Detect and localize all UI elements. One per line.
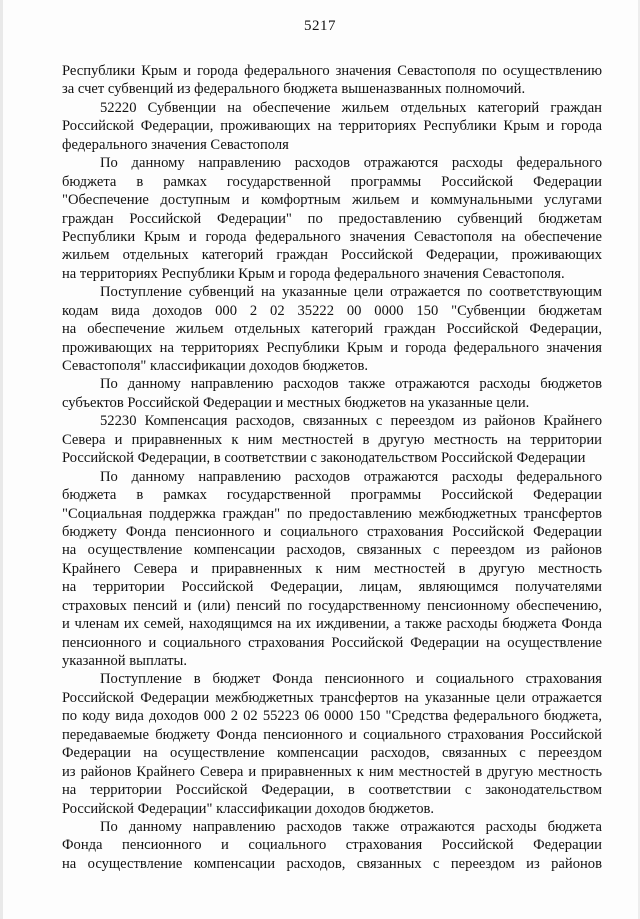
text-line: пенсионного и социального страхования Российской Федерации на осуществление [62, 634, 602, 651]
text-line: на территории Российской Федерации, лицам, являющимся получателями [62, 579, 602, 596]
text-line: 52220 Субвенции на обеспечение жильем отдельных категорий граждан [100, 99, 602, 116]
text-line: на обеспечение жильем отдельных категорий граждан Российской Федерации, [62, 321, 602, 338]
text-line: Республики Крым и города федерального значения Севастополя по осуществлению [62, 63, 602, 79]
text-line: федерального значения Севастополя [62, 136, 289, 153]
text-line: кодам вида доходов 000 2 02 35222 00 0000 150 "Субвенции бюджетам [62, 302, 602, 319]
page-number: 5217 [304, 18, 336, 34]
text-line: 52230 Компенсация расходов, связанных с переездом из районов Крайнего [100, 413, 602, 430]
text-line: Севера и приравненных к ним местностей в другую местность на территории [62, 431, 602, 448]
text-line: на осуществление компенсации расходов, связанных с переездом из районов [62, 855, 602, 872]
text-line: Фонда пенсионного и социального страхования Российской Федерации [62, 837, 602, 854]
text-line: страховых пенсий и (или) пенсий по государственному пенсионному обеспечению, [62, 597, 602, 614]
text-line: за счет субвенций из федерального бюджета вышеназванных полномочий. [62, 81, 526, 98]
text-line: По данному направлению расходов отражаются расходы федерального [100, 155, 602, 172]
text-line: на осуществление компенсации расходов, связанных с переездом из районов [62, 542, 602, 559]
text-line: Севастополя" классификации доходов бюджетов. [62, 358, 368, 374]
text-line: жильем отдельных категорий граждан Российской Федерации, проживающих [62, 247, 602, 264]
text-line: проживающих на территориях Республики Крым и города федерального значения [62, 339, 602, 356]
text-line: Российской Федерации" классификации доходов бюджетов. [62, 800, 435, 817]
text-line: Российской Федерации, проживающих на территориях Республики Крым и города [62, 118, 602, 135]
text-line: По данному направлению расходов также отражаются расходы бюджетов [100, 376, 602, 393]
text-line: и членам их семей, находящимся на их иждивении, а также расходы бюджета Фонда [62, 616, 602, 633]
text-line: Поступление в бюджет Фонда пенсионного и социального страхования [100, 671, 602, 688]
text-line: Российской Федерации, в соответствии с законодательством Российской Федерации [62, 450, 586, 467]
scan-edge-left [0, 0, 3, 919]
text-line: указанной выплаты. [62, 653, 187, 669]
text-line: По данному направлению расходов также отражаются расходы бюджета [100, 818, 602, 835]
text-line: Российской Федерации межбюджетных трансфертов на указанные цели отражается [62, 689, 602, 706]
text-line: Федерации на осуществление компенсации расходов, связанных с переездом [62, 745, 602, 762]
text-line: бюджету Фонда пенсионного и социального страхования Российской Федерации [62, 523, 602, 540]
text-line: субъектов Российской Федерации и местных бюджетов на указанные цели. [62, 394, 530, 411]
text-line: из районов Крайнего Севера и приравненных к ним местностей в другую местность [62, 763, 602, 780]
text-line: Крайнего Севера и приравненных к ним местностей в другую местность [62, 560, 602, 577]
text-line: "Обеспечение доступным и комфортным жильем и коммунальными услугами [62, 192, 602, 209]
text-line: бюджета в рамках государственной программы Российской Федерации [62, 487, 602, 504]
body-text [62, 62, 602, 873]
text-line: Республики Крым и города федерального значения Севастополя на обеспечение [62, 228, 602, 245]
text-line: по коду вида доходов 000 2 02 55223 06 0000 150 "Средства федерального бюджета, [62, 708, 602, 725]
text-line: Поступление субвенций на указанные цели отражается по соответствующим [100, 284, 602, 301]
text-line: передаваемые бюджету Фонда пенсионного и социального страхования Российской [62, 726, 602, 743]
text-line: граждан Российской Федерации" по предоставлению субвенций бюджетам [62, 210, 602, 227]
text-line: на территориях Республики Крым и города федерального значения Севастополя. [62, 265, 565, 282]
text-line: на территории Российской Федерации, в соответствии с законодательством [62, 782, 602, 799]
text-line: По данному направлению расходов отражаются расходы федерального [100, 468, 602, 485]
text-line: бюджета в рамках государственной программы Российской Федерации [62, 173, 602, 190]
text-line: "Социальная поддержка граждан" по предоставлению межбюджетных трансфертов [62, 505, 602, 522]
